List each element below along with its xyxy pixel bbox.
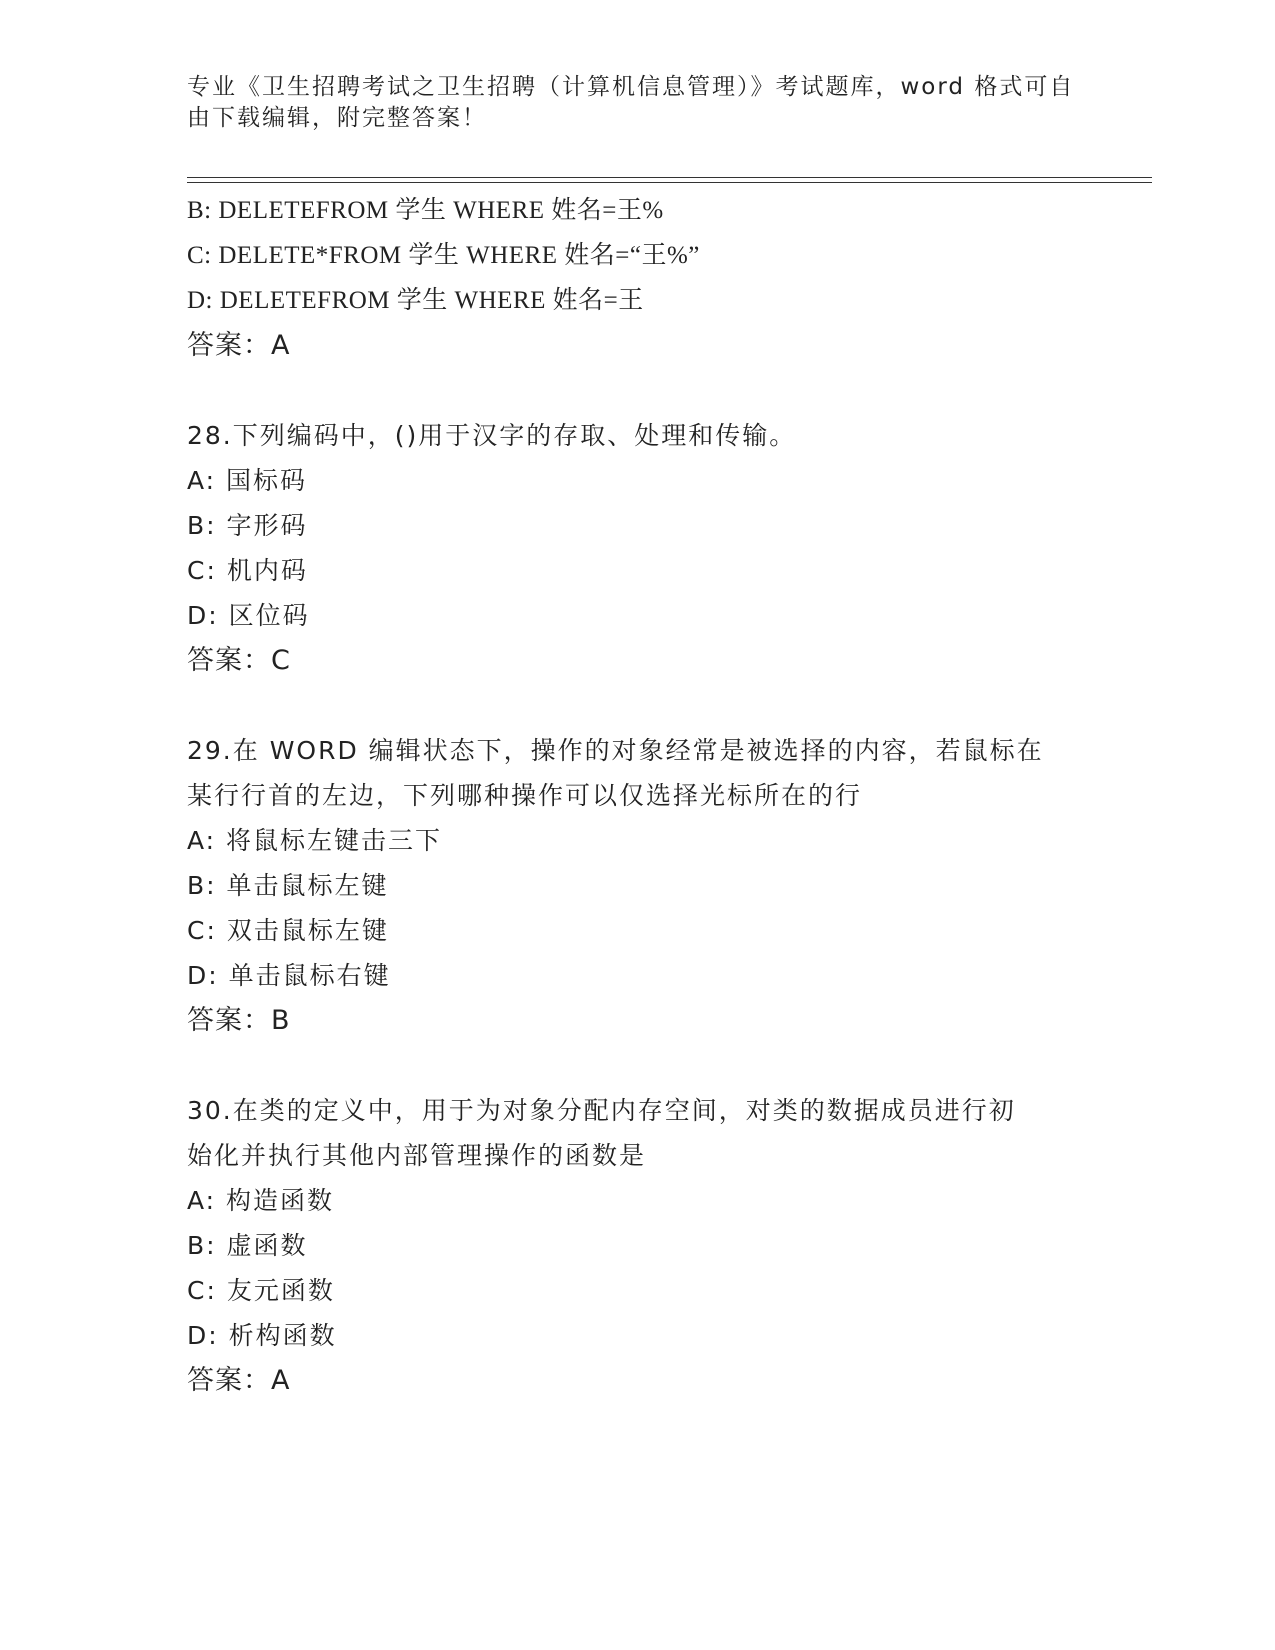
q30-stem-line-2: 始化并执行其他内部管理操作的函数是 (187, 1141, 647, 1170)
q29-answer: 答案：B (187, 1005, 291, 1036)
prev-option-d: D: DELETEFROM 学生 WHERE 姓名=王 (187, 287, 644, 314)
prev-option-c: C: DELETE*FROM 学生 WHERE 姓名=“王%” (187, 242, 700, 269)
header-line-1: 专业《卫生招聘考试之卫生招聘（计算机信息管理）》考试题库，word 格式可自 (187, 74, 1075, 100)
q30-option-c: C: 友元函数 (187, 1276, 335, 1305)
q29-stem-line-2: 某行行首的左边，下列哪种操作可以仅选择光标所在的行 (187, 781, 863, 810)
q29-stem-line-1: 29.在 WORD 编辑状态下，操作的对象经常是被选择的内容，若鼠标在 (187, 736, 1044, 765)
q28-option-b: B: 字形码 (187, 511, 308, 540)
document-header (187, 72, 1087, 134)
q28-option-a: A: 国标码 (187, 466, 308, 495)
q30-stem-line-1: 30.在类的定义中，用于为对象分配内存空间，对类的数据成员进行初 (187, 1096, 1016, 1125)
q28-answer: 答案：C (187, 645, 291, 676)
q28-option-d: D: 区位码 (187, 601, 310, 630)
q29-option-a: A: 将鼠标左键击三下 (187, 826, 443, 855)
q30-option-a: A: 构造函数 (187, 1186, 335, 1215)
q30-answer: 答案：A (187, 1365, 291, 1396)
q30-option-b: B: 虚函数 (187, 1231, 308, 1260)
prev-option-b: B: DELETEFROM 学生 WHERE 姓名=王% (187, 197, 664, 224)
header-divider-bottom (187, 182, 1152, 183)
q28-option-c: C: 机内码 (187, 556, 308, 585)
header-divider-top (187, 177, 1152, 178)
prev-answer: 答案：A (187, 330, 291, 361)
q28-stem: 28.下列编码中，()用于汉字的存取、处理和传输。 (187, 421, 797, 450)
q30-option-d: D: 析构函数 (187, 1321, 337, 1350)
header-line-2: 由下载编辑，附完整答案！ (187, 105, 487, 131)
q29-option-b: B: 单击鼠标左键 (187, 871, 389, 900)
q29-option-c: C: 双击鼠标左键 (187, 916, 389, 945)
q29-option-d: D: 单击鼠标右键 (187, 961, 391, 990)
